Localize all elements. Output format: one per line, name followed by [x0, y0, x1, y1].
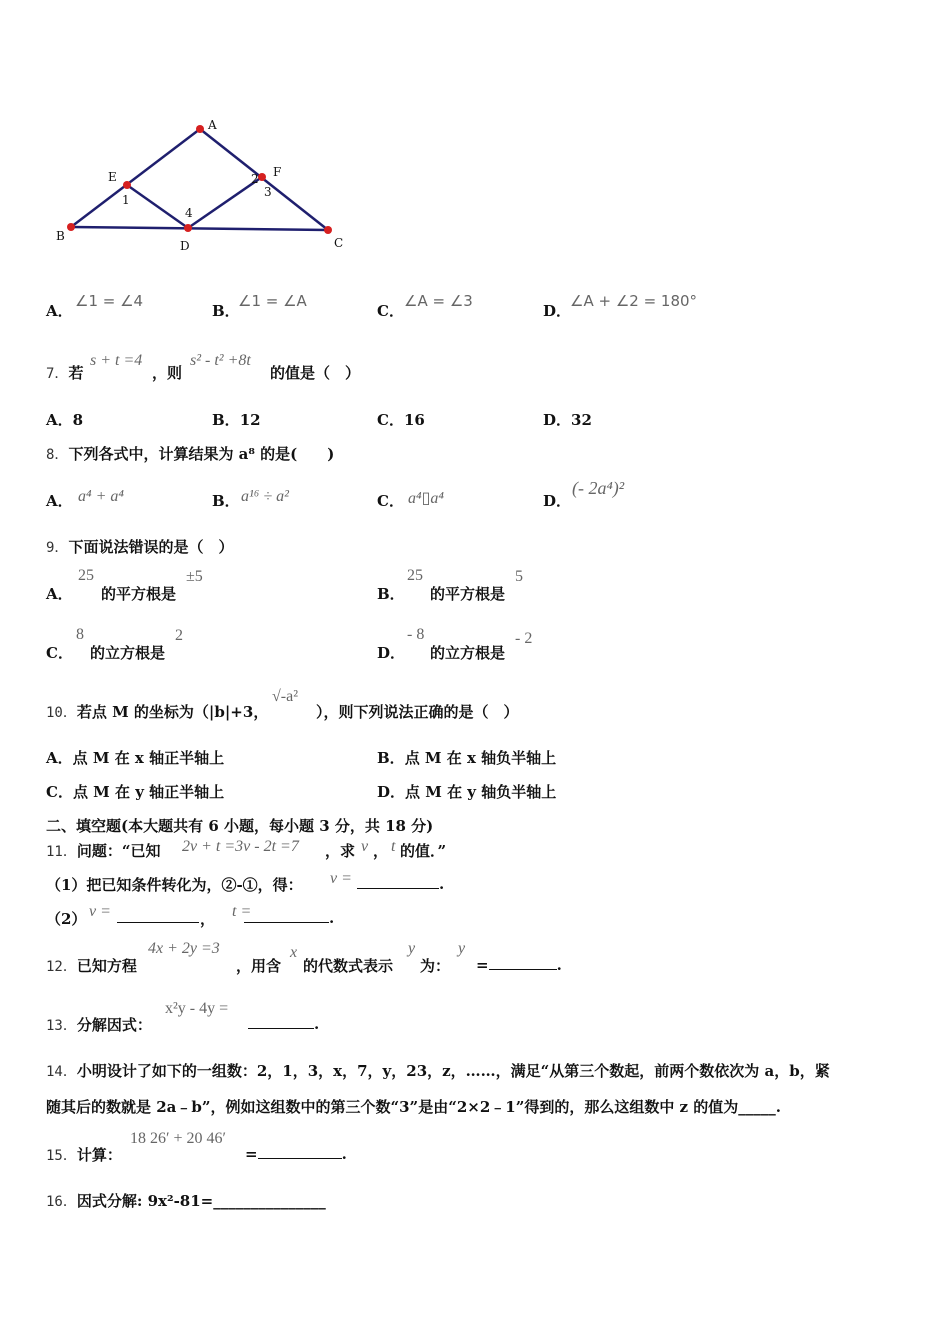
q7-option-a: A．8 [46, 411, 84, 429]
q11-question: 11．问题：“已知 [46, 842, 161, 860]
q10-option-d: D．点 M 在 y 轴负半轴上 [377, 783, 557, 801]
q13-answer-blank[interactable]: . [248, 1014, 319, 1033]
q7-expression: s² - t² +8t [190, 352, 251, 369]
q14-line-1: 14．小明设计了如下的一组数：2，1，3，x，7，y，23，z，……，满足“从第三个数起，前两个数依次为 a，b，紧 [46, 1062, 830, 1080]
q9-option-a-key: A． [46, 585, 73, 603]
q11-sub1-expr: v = [330, 870, 352, 887]
q6-option-d: D． [543, 302, 572, 320]
q6-option-c: C． [377, 302, 404, 320]
q7-option-c: C．16 [377, 411, 425, 429]
q8-option-d-expr: (- 2a⁴)² [572, 478, 625, 498]
q10-radical: √-a² [272, 688, 299, 705]
q15-answer-blank[interactable]: = . [245, 1145, 347, 1163]
q12-mid3: 为： [420, 957, 451, 975]
label-a: A [208, 118, 217, 132]
q10-option-a: A．点 M 在 x 轴正半轴上 [46, 749, 225, 767]
q7-option-b: B．12 [212, 411, 261, 429]
q13-expression: x²y - 4y = [165, 1000, 229, 1017]
q11-sub1-blank[interactable]: . [357, 874, 444, 893]
label-b: B [56, 229, 65, 243]
q15-expression: 18 26′ + 20 46′ [130, 1130, 227, 1147]
q11-sub2-comma: ， [200, 910, 216, 928]
point-c [324, 226, 332, 234]
q9-option-a-text: 的平方根是 [101, 585, 177, 603]
q11-t: t [391, 838, 396, 855]
q8-option-d-key: D． [543, 492, 572, 510]
q9-question: 9．下面说法错误的是（ ） [46, 538, 234, 556]
q7-post: 的值是（ ） [270, 364, 361, 382]
q6-option-a-expr: ∠1 = ∠4 [75, 292, 144, 310]
angle-label-1: 1 [122, 193, 130, 207]
q11-mid: ，求 [325, 842, 356, 860]
q6-option-b: B． [212, 302, 240, 320]
triangle-figure [50, 112, 360, 262]
q12-y: y [408, 940, 416, 957]
point-b [67, 223, 75, 231]
q9-option-b-text: 的平方根是 [430, 585, 506, 603]
q12-x: x [290, 944, 298, 961]
angle-label-2: 2 [251, 172, 259, 186]
label-e: E [108, 170, 117, 184]
q10-option-c: C．点 M 在 y 轴正半轴上 [46, 783, 225, 801]
q14-line-2: 随其后的数就是 2a﹣b”，例如这组数中的第三个数“3”是由“2×2﹣1”得到的，那么这组数中 z 的值为_____. [46, 1098, 782, 1116]
q9-option-b-key: B． [377, 585, 405, 603]
q11-expression: 2v + t =3v - 2t =7 [182, 838, 299, 855]
q6-option-b-expr: ∠1 = ∠A [238, 292, 307, 310]
q11-sub2-t: t = [232, 903, 252, 920]
q13-question: 13．分解因式： [46, 1016, 152, 1034]
q12-equation: 4x + 2y =3 [148, 940, 220, 957]
q12-mid: ，用含 [236, 957, 282, 975]
q7-condition: s + t =4 [90, 352, 143, 369]
q11-sub2-v-blank[interactable] [117, 908, 199, 927]
angle-label-3: 3 [264, 185, 272, 199]
q6-option-a: A． [46, 302, 73, 320]
q10-option-b: B．点 M 在 x 轴负半轴上 [377, 749, 557, 767]
q7-option-d: D．32 [543, 411, 592, 429]
section-2-title: 二、填空题(本大题共有 6 小题，每小题 3 分，共 18 分) [46, 817, 434, 835]
q8-option-b-expr: a¹⁶ ÷ a² [241, 488, 289, 505]
q9-option-c-text: 的立方根是 [90, 644, 166, 662]
q9-option-d-answer: - 2 [515, 630, 533, 647]
q15-question: 15．计算： [46, 1146, 122, 1164]
q9-option-a-answer: ±5 [186, 568, 203, 585]
point-e [123, 181, 131, 189]
q9-option-a-num: 25 [78, 567, 94, 584]
q12-question: 12．已知方程 [46, 957, 137, 975]
point-d [184, 224, 192, 232]
q9-option-c-key: C． [46, 644, 73, 662]
q8-option-b-key: B． [212, 492, 240, 510]
q11-sub2-t-blank[interactable]: . [244, 908, 334, 927]
q11-comma: ， [373, 842, 389, 860]
q11-sub1: （1）把已知条件转化为，②-①，得： [46, 876, 303, 894]
q7-mid: ，则 [152, 364, 183, 382]
q10-post: ），则下列说法正确的是（ ） [316, 703, 519, 721]
q6-option-d-expr: ∠A + ∠2 = 180° [570, 292, 698, 310]
q9-option-c-answer: 2 [175, 627, 183, 644]
q12-answer-blank[interactable]: = . [476, 956, 562, 974]
q8-option-a-key: A． [46, 492, 73, 510]
q11-sub2-v: v = [89, 903, 111, 920]
q9-option-c-num: 8 [76, 626, 84, 643]
q7-question: 7．若 [46, 364, 84, 382]
q11-sub2: （2） [46, 910, 87, 928]
q11-v: v [361, 838, 369, 855]
q9-option-b-num: 25 [407, 567, 423, 584]
q8-option-c-expr: a⁴▯a⁴ [408, 490, 444, 507]
q9-option-d-num: - 8 [407, 626, 425, 643]
label-d: D [180, 239, 190, 253]
label-f: F [273, 165, 282, 179]
q10-question: 10．若点 M 的坐标为（|b|+3， [46, 703, 269, 721]
q6-option-c-expr: ∠A = ∠3 [404, 292, 473, 310]
q9-option-d-text: 的立方根是 [430, 644, 506, 662]
label-c: C [334, 236, 344, 250]
q9-option-d-key: D． [377, 644, 406, 662]
q12-mid2: 的代数式表示 [303, 957, 394, 975]
q8-option-c-key: C． [377, 492, 404, 510]
point-f [258, 173, 266, 181]
q16-question: 16．因式分解: 9x²-81=_______________ [46, 1192, 326, 1210]
q12-y2: y [458, 940, 466, 957]
angle-label-4: 4 [185, 206, 193, 220]
q9-option-b-answer: 5 [515, 568, 523, 585]
q8-question: 8．下列各式中，计算结果为 a⁸ 的是( ) [46, 445, 335, 463]
q8-option-a-expr: a⁴ + a⁴ [78, 488, 124, 505]
q11-post: 的值．” [400, 842, 447, 860]
point-a [196, 125, 204, 133]
